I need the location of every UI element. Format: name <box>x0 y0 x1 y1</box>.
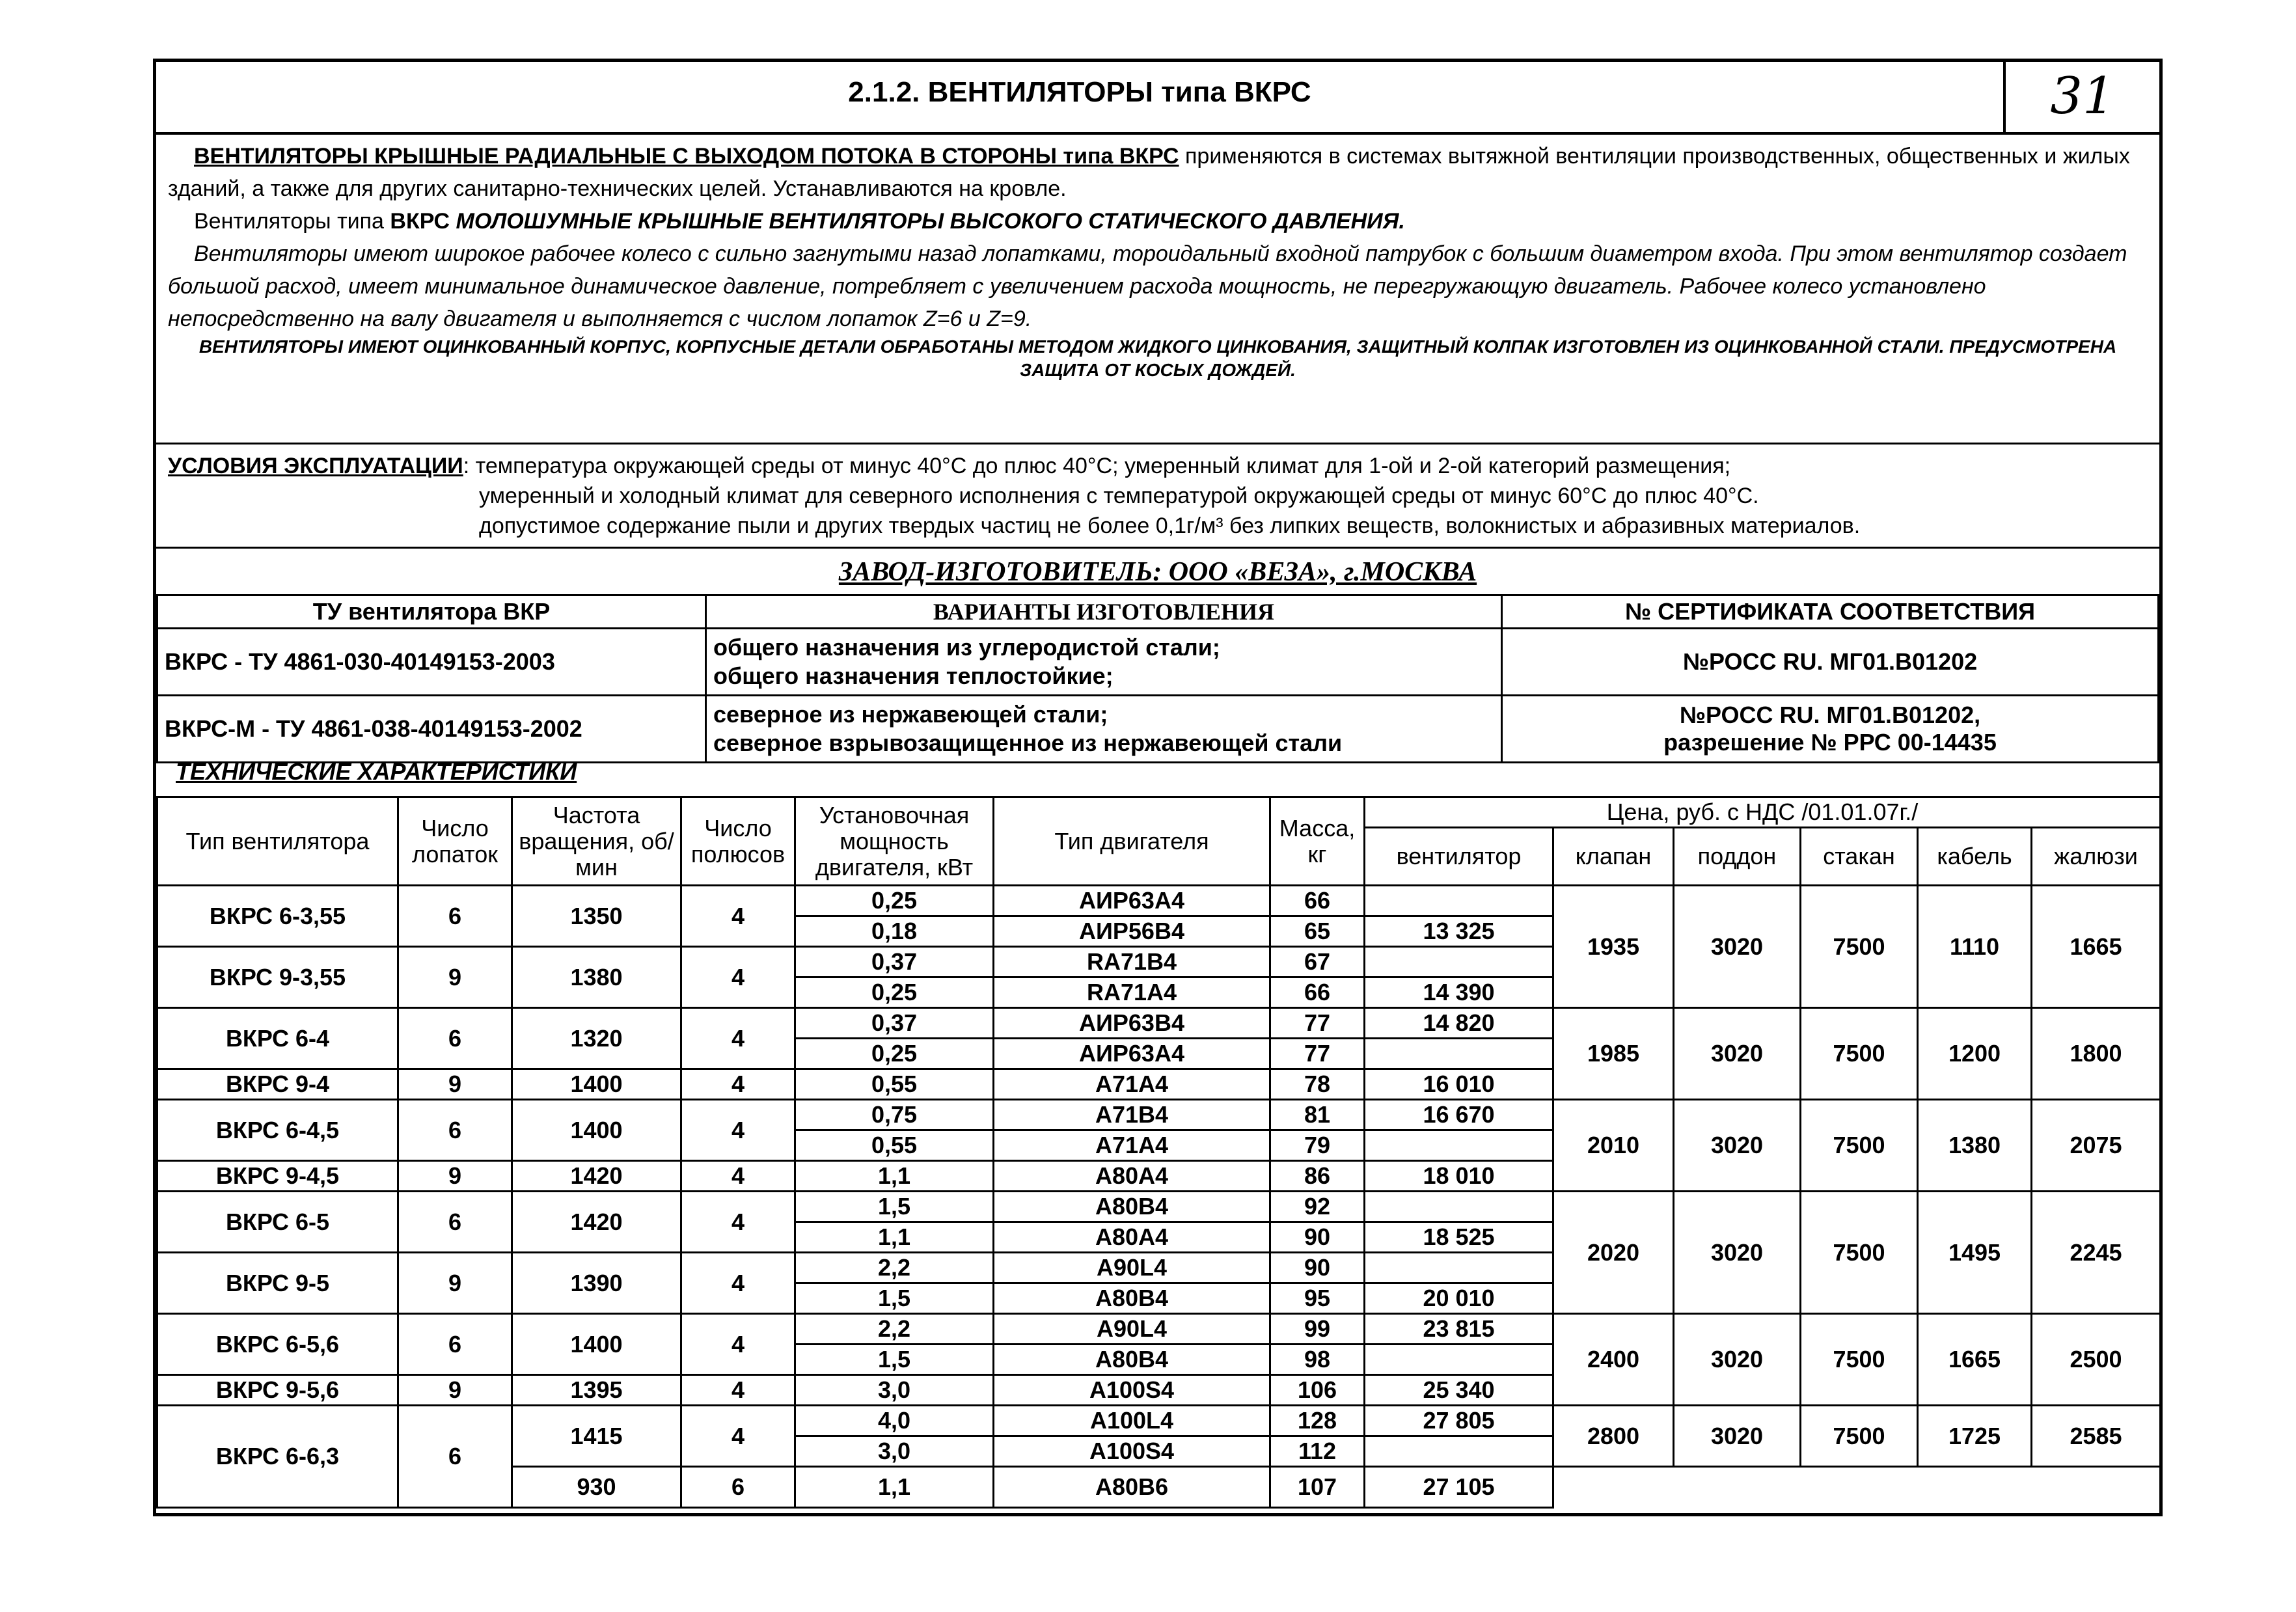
model-blades: 9 <box>398 947 512 1008</box>
mass-cell: 65 <box>1270 916 1365 947</box>
motor-cell: АИР63А4 <box>994 886 1270 916</box>
title-row <box>156 62 2159 135</box>
valve-price: 1985 <box>1553 1008 1674 1100</box>
valve-price: 2400 <box>1553 1314 1674 1406</box>
col-valve: клапан <box>1553 828 1674 886</box>
motor-cell: АИР63А4 <box>994 1039 1270 1069</box>
fan-price-cell: 27 805 <box>1365 1406 1553 1436</box>
valve-price: 2020 <box>1553 1192 1674 1314</box>
tray-price: 3020 <box>1674 1406 1801 1467</box>
fan-price-cell: 18 525 <box>1365 1222 1553 1253</box>
fan-price-cell: 14 390 <box>1365 977 1553 1008</box>
power-cell: 0,37 <box>795 947 994 977</box>
power-cell: 0,37 <box>795 1008 994 1039</box>
louvre-price: 1800 <box>2032 1008 2161 1100</box>
motor-cell: А100S4 <box>994 1375 1270 1406</box>
power-cell: 0,18 <box>795 916 994 947</box>
model-blades: 6 <box>398 886 512 947</box>
p2-b: ВКРС <box>390 209 450 234</box>
power-cell: 0,25 <box>795 977 994 1008</box>
cable-price: 1200 <box>1918 1008 2032 1100</box>
model-poles: 6 <box>681 1467 795 1508</box>
power-cell: 1,1 <box>795 1467 994 1508</box>
glass-price: 7500 <box>1801 1314 1918 1406</box>
page-number-box <box>2003 62 2159 132</box>
col-louvre: жалюзи <box>2032 828 2161 886</box>
col-power: Установочная мощность двигателя, кВт <box>795 797 994 886</box>
mass-cell: 106 <box>1270 1375 1365 1406</box>
p2-a: Вентиляторы типа <box>194 209 390 234</box>
louvre-price: 1665 <box>2032 886 2161 1008</box>
fan-price-cell: 16 670 <box>1365 1100 1553 1130</box>
mass-cell: 86 <box>1270 1161 1365 1192</box>
certificate-header: № СЕРТИФИКАТА СООТВЕТСТВИЯ <box>1502 595 2159 629</box>
variants-header: ВАРИАНТЫ ИЗГОТОВЛЕНИЯ <box>706 595 1502 629</box>
model-type: ВКРС 9-5,6 <box>157 1375 398 1406</box>
glass-price: 7500 <box>1801 886 1918 1008</box>
mass-cell: 77 <box>1270 1008 1365 1039</box>
col-cable: кабель <box>1918 828 2032 886</box>
motor-cell: А90L4 <box>994 1314 1270 1345</box>
power-cell: 1,5 <box>795 1283 994 1314</box>
divider <box>156 547 2159 549</box>
power-cell: 1,1 <box>795 1222 994 1253</box>
fan-price-cell <box>1365 1436 1553 1467</box>
power-cell: 1,5 <box>795 1192 994 1222</box>
variants-cell <box>706 696 1502 763</box>
model-type: ВКРС 9-4 <box>157 1069 398 1100</box>
motor-cell: А90L4 <box>994 1253 1270 1283</box>
motor-cell: А71А4 <box>994 1069 1270 1100</box>
col-glass: стакан <box>1801 828 1918 886</box>
variant-line: общего назначения из углеродистой стали; <box>713 634 1220 661</box>
mass-cell: 128 <box>1270 1406 1365 1436</box>
cable-price: 1495 <box>1918 1192 2032 1314</box>
model-poles: 4 <box>681 1008 795 1069</box>
valve-price: 2010 <box>1553 1100 1674 1192</box>
mass-cell: 99 <box>1270 1314 1365 1345</box>
conditions-text-1: : температура окружающей среды от минус 40°С до плюс 40°С; умеренный климат для 1-ой и 2-ой категорий размещения; <box>463 454 1731 478</box>
p2-c: МОЛОШУМНЫЕ КРЫШНЫЕ ВЕНТИЛЯТОРЫ ВЫСОКОГО СТАТИЧЕСКОГО ДАВЛЕНИЯ. <box>450 209 1405 234</box>
col-blades: Число лопаток <box>398 797 512 886</box>
model-type: ВКРС 6-4 <box>157 1008 398 1069</box>
intro-paragraph-4: ВЕНТИЛЯТОРЫ ИМЕЮТ ОЦИНКОВАННЫЙ КОРПУС, КОРПУСНЫЕ ДЕТАЛИ ОБРАБОТАНЫ МЕТОДОМ ЖИДКОГО ЦИНКОВАНИЯ, ЗАЩИТНЫЙ КОЛПАК ИЗГОТОВЛЕН ИЗ ОЦИНКОВАННОЙ СТАЛИ. ПРЕДУСМОТРЕНА ЗАЩИТА ОТ КОСЫХ ДОЖДЕЙ. <box>198 336 2117 380</box>
fan-price-cell: 27 105 <box>1365 1467 1553 1508</box>
model-frequency: 1350 <box>512 886 681 947</box>
power-cell: 3,0 <box>795 1375 994 1406</box>
variant-line: северное из нержавеющей стали; <box>713 701 1108 728</box>
cable-price: 1110 <box>1918 886 2032 1008</box>
mass-cell: 79 <box>1270 1130 1365 1161</box>
certificate-cell <box>1502 629 2159 696</box>
model-type: ВКРС 6-3,55 <box>157 886 398 947</box>
fan-price-cell: 16 010 <box>1365 1069 1553 1100</box>
model-blades: 6 <box>398 1314 512 1375</box>
model-frequency: 1420 <box>512 1192 681 1253</box>
model-poles: 4 <box>681 1314 795 1375</box>
model-frequency: 1380 <box>512 947 681 1008</box>
motor-cell: А80А4 <box>994 1222 1270 1253</box>
tray-price: 3020 <box>1674 1314 1801 1406</box>
glass-price: 7500 <box>1801 1192 1918 1314</box>
fan-price-cell: 14 820 <box>1365 1008 1553 1039</box>
louvre-price: 2075 <box>2032 1100 2161 1192</box>
mass-cell: 90 <box>1270 1222 1365 1253</box>
model-type: ВКРС 9-4,5 <box>157 1161 398 1192</box>
fan-price-cell <box>1365 947 1553 977</box>
mass-cell: 66 <box>1270 886 1365 916</box>
mass-cell: 77 <box>1270 1039 1365 1069</box>
conditions-line-3: допустимое содержание пыли и других твердых частиц не более 0,1г/м³ без липких веществ, волокнистых и абразивных материалов. <box>479 513 1861 538</box>
col-fan: вентилятор <box>1365 828 1553 886</box>
model-frequency: 1320 <box>512 1008 681 1069</box>
motor-cell: А71В4 <box>994 1100 1270 1130</box>
mass-cell: 78 <box>1270 1069 1365 1100</box>
variants-cell <box>706 629 1502 696</box>
louvre-price: 2500 <box>2032 1314 2161 1406</box>
fan-price-cell: 23 815 <box>1365 1314 1553 1345</box>
power-cell: 2,2 <box>795 1314 994 1345</box>
tray-price: 3020 <box>1674 886 1801 1008</box>
power-cell: 0,75 <box>795 1100 994 1130</box>
col-type: Тип вентилятора <box>157 797 398 886</box>
model-poles: 4 <box>681 1100 795 1161</box>
fan-price-cell: 25 340 <box>1365 1375 1553 1406</box>
tray-price: 3020 <box>1674 1008 1801 1100</box>
valve-price: 1935 <box>1553 886 1674 1008</box>
power-cell: 0,55 <box>795 1069 994 1100</box>
motor-cell: А80В4 <box>994 1283 1270 1314</box>
valve-price: 2800 <box>1553 1406 1674 1467</box>
model-poles: 4 <box>681 886 795 947</box>
fan-price-cell <box>1365 1039 1553 1069</box>
model-frequency: 1400 <box>512 1100 681 1161</box>
model-poles: 4 <box>681 1375 795 1406</box>
variant-line: северное взрывозащищенное из нержавеющей стали <box>713 730 1343 756</box>
power-cell: 0,25 <box>795 886 994 916</box>
model-frequency: 1390 <box>512 1253 681 1314</box>
tu-cell: ВКРС - ТУ 4861-030-40149153-2003 <box>157 629 706 696</box>
mass-cell: 81 <box>1270 1100 1365 1130</box>
model-type: ВКРС 9-3,55 <box>157 947 398 1008</box>
model-poles: 4 <box>681 1161 795 1192</box>
certificate-line: разрешение № РРС 00-14435 <box>1663 729 1997 756</box>
spec-table <box>156 796 2161 1509</box>
page-title: 2.1.2. ВЕНТИЛЯТОРЫ типа ВКРС <box>848 76 1311 108</box>
intro-paragraph-3: Вентиляторы имеют широкое рабочее колесо с сильно загнутыми назад лопатками, тороидальный входной патрубок с большим диаметром входа. При этом вентилятор создает большой расход, имеет минимальное динамическое давление, потребляет с увеличением расхода мощность, не перегружающую двигатель. Рабочее колесо установлено непосредственно на валу двигателя и выполняется с числом лопаток Z=6 и Z=9. <box>168 241 2127 331</box>
model-blades: 6 <box>398 1100 512 1161</box>
model-type: ВКРС 6-5,6 <box>157 1314 398 1375</box>
louvre-price: 2585 <box>2032 1406 2161 1467</box>
model-blades: 6 <box>398 1406 512 1508</box>
model-frequency: 1415 <box>512 1406 681 1467</box>
col-poles: Число полюсов <box>681 797 795 886</box>
model-poles: 4 <box>681 1406 795 1467</box>
col-motor: Тип двигателя <box>994 797 1270 886</box>
model-poles: 4 <box>681 1069 795 1100</box>
motor-cell: А100S4 <box>994 1436 1270 1467</box>
mass-cell: 112 <box>1270 1436 1365 1467</box>
motor-cell: А80В4 <box>994 1345 1270 1375</box>
fan-price-cell: 20 010 <box>1365 1283 1553 1314</box>
model-frequency: 1420 <box>512 1161 681 1192</box>
model-poles: 4 <box>681 947 795 1008</box>
fan-price-cell: 13 325 <box>1365 916 1553 947</box>
motor-cell: А80А4 <box>994 1161 1270 1192</box>
mass-cell: 107 <box>1270 1467 1365 1508</box>
intro-rest: применяются в системах вытяжной вентиляции производственных, общественных и жилых зданий, а также для других санитарно-технических целей. Устанавливаются на кровле. <box>168 144 2130 201</box>
cable-price: 1725 <box>1918 1406 2032 1467</box>
model-frequency: 930 <box>512 1467 681 1508</box>
fan-price-cell <box>1365 1192 1553 1222</box>
mass-cell: 98 <box>1270 1345 1365 1375</box>
model-frequency: 1395 <box>512 1375 681 1406</box>
motor-cell: А80В6 <box>994 1467 1270 1508</box>
tu-cell: ВКРС-М - ТУ 4861-038-40149153-2002 <box>157 696 706 763</box>
fan-price-cell: 18 010 <box>1365 1161 1553 1192</box>
document-page <box>153 59 2163 1516</box>
factory-name: ЗАВОД-ИЗГОТОВИТЕЛЬ: ООО «ВЕЗА», г.МОСКВА <box>838 557 1477 587</box>
fan-price-cell <box>1365 1130 1553 1161</box>
mass-cell: 90 <box>1270 1253 1365 1283</box>
col-price: Цена, руб. с НДС /01.01.07г./ <box>1365 797 2161 828</box>
fan-price-cell <box>1365 1253 1553 1283</box>
tu-header: ТУ вентилятора ВКР <box>157 595 706 629</box>
mass-cell: 66 <box>1270 977 1365 1008</box>
motor-cell: АИР63В4 <box>994 1008 1270 1039</box>
intro-paragraph-2 <box>168 205 2148 238</box>
power-cell: 2,2 <box>795 1253 994 1283</box>
power-cell: 3,0 <box>795 1436 994 1467</box>
intro-paragraph-1 <box>168 140 2148 205</box>
tray-price: 3020 <box>1674 1192 1801 1314</box>
cable-price: 1665 <box>1918 1314 2032 1406</box>
col-mass: Масса, кг <box>1270 797 1365 886</box>
intro-lead: ВЕНТИЛЯТОРЫ КРЫШНЫЕ РАДИАЛЬНЫЕ С ВЫХОДОМ ПОТОКА В СТОРОНЫ типа ВКРС <box>194 144 1179 169</box>
power-cell: 0,55 <box>795 1130 994 1161</box>
motor-cell: А71А4 <box>994 1130 1270 1161</box>
model-blades: 6 <box>398 1192 512 1253</box>
conditions-label: УСЛОВИЯ ЭКСПЛУАТАЦИИ <box>168 454 463 478</box>
operating-conditions <box>168 451 2148 541</box>
model-frequency: 1400 <box>512 1314 681 1375</box>
tu-table <box>156 594 2159 763</box>
conditions-line-1 <box>168 451 2148 481</box>
motor-cell: А80В4 <box>994 1192 1270 1222</box>
power-cell: 0,25 <box>795 1039 994 1069</box>
glass-price: 7500 <box>1801 1406 1918 1467</box>
divider <box>156 443 2159 444</box>
model-blades: 9 <box>398 1161 512 1192</box>
col-tray: поддон <box>1674 828 1801 886</box>
power-cell: 1,5 <box>795 1345 994 1375</box>
fan-price-cell <box>1365 886 1553 916</box>
mass-cell: 95 <box>1270 1283 1365 1314</box>
model-blades: 9 <box>398 1375 512 1406</box>
model-type: ВКРС 6-4,5 <box>157 1100 398 1161</box>
motor-cell: RA71A4 <box>994 977 1270 1008</box>
page-number: 31 <box>2050 67 2115 126</box>
conditions-line-2: умеренный и холодный климат для северного исполнения с температурой окружающей среды от минус 60°С до плюс 40°С. <box>479 484 1759 508</box>
col-frequency: Частота вращения, об/мин <box>512 797 681 886</box>
model-poles: 4 <box>681 1192 795 1253</box>
model-blades: 6 <box>398 1008 512 1069</box>
power-cell: 1,1 <box>795 1161 994 1192</box>
glass-price: 7500 <box>1801 1100 1918 1192</box>
certificate-line: №РОСС RU. МГ01.В01202 <box>1682 648 1978 675</box>
motor-cell: АИР56В4 <box>994 916 1270 947</box>
certificate-cell <box>1502 696 2159 763</box>
cable-price: 1380 <box>1918 1100 2032 1192</box>
model-blades: 9 <box>398 1253 512 1314</box>
empty-cell <box>1553 1467 2161 1508</box>
tray-price: 3020 <box>1674 1100 1801 1192</box>
variant-line: общего назначения теплостойкие; <box>713 663 1114 689</box>
model-frequency: 1400 <box>512 1069 681 1100</box>
model-poles: 4 <box>681 1253 795 1314</box>
motor-cell: RA71B4 <box>994 947 1270 977</box>
motor-cell: А100L4 <box>994 1406 1270 1436</box>
fan-price-cell <box>1365 1345 1553 1375</box>
model-type: ВКРС 9-5 <box>157 1253 398 1314</box>
model-type: ВКРС 6-5 <box>157 1192 398 1253</box>
glass-price: 7500 <box>1801 1008 1918 1100</box>
certificate-line: №РОСС RU. МГ01.В01202, <box>1679 702 1981 728</box>
louvre-price: 2245 <box>2032 1192 2161 1314</box>
mass-cell: 67 <box>1270 947 1365 977</box>
model-blades: 9 <box>398 1069 512 1100</box>
tech-heading: ТЕХНИЧЕСКИЕ ХАРАКТЕРИСТИКИ <box>176 758 577 785</box>
intro-text <box>168 140 2148 382</box>
model-type: ВКРС 6-6,3 <box>157 1406 398 1508</box>
power-cell: 4,0 <box>795 1406 994 1436</box>
mass-cell: 92 <box>1270 1192 1365 1222</box>
